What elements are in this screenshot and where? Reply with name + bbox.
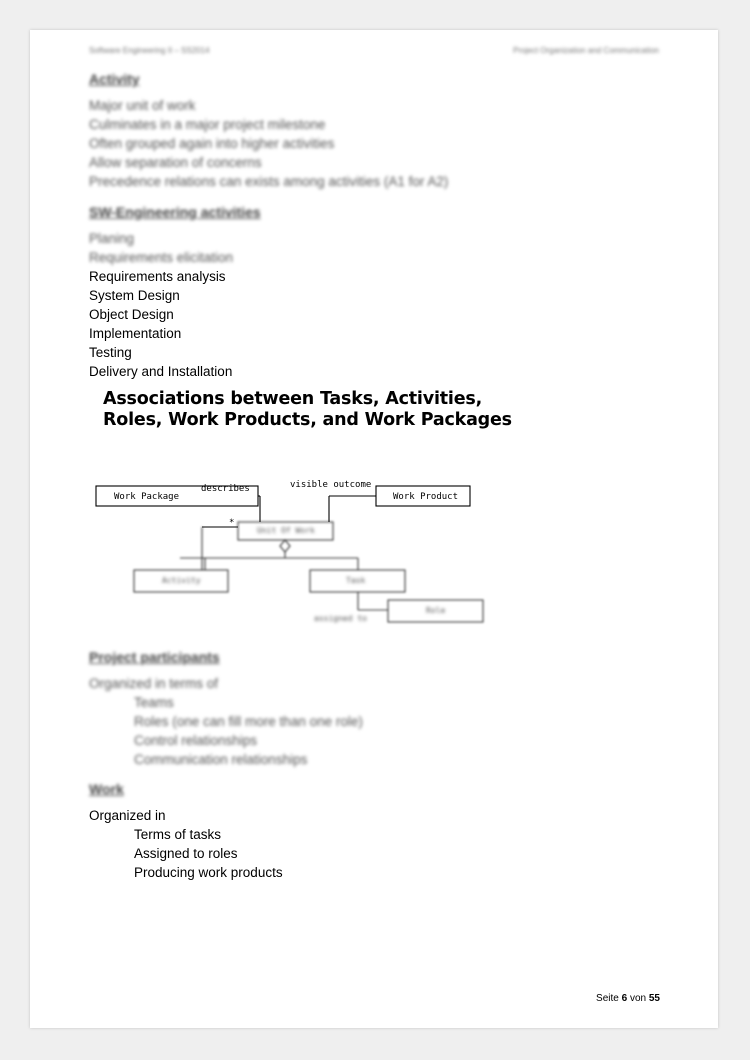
page-number-total: 55 bbox=[648, 993, 660, 1004]
describes-label: describes bbox=[201, 484, 250, 494]
participants-heading: Project participants bbox=[89, 649, 220, 665]
participants-list bbox=[89, 674, 363, 769]
work-item: Producing work products bbox=[134, 865, 283, 880]
participants-intro: Organized in terms of bbox=[89, 676, 219, 691]
header-right: Project Organization and Communication bbox=[513, 46, 659, 55]
work-product-label: Work Product bbox=[393, 492, 459, 502]
sw-activity-line: Implementation bbox=[89, 326, 182, 341]
sw-activity-line: Object Design bbox=[89, 307, 174, 322]
work-intro: Organized in bbox=[89, 808, 166, 823]
assigned-to-label: assigned to bbox=[314, 614, 367, 623]
page-number-prefix: Seite bbox=[596, 993, 619, 1004]
task-label: Task bbox=[346, 576, 366, 585]
activity-line: Precedence relations can exists among activities (A1 for A2) bbox=[89, 174, 449, 189]
sw-activity-line: Requirements elicitation bbox=[89, 250, 234, 265]
page-number bbox=[596, 993, 660, 1004]
sw-activity-line: System Design bbox=[89, 288, 180, 303]
participants-item: Control relationships bbox=[134, 733, 258, 748]
participants-item: Communication relationships bbox=[134, 752, 308, 767]
page-number-current: 6 bbox=[621, 993, 628, 1004]
sw-activity-line: Requirements analysis bbox=[89, 269, 226, 284]
uml-diagram bbox=[30, 30, 718, 650]
document-page bbox=[30, 30, 718, 1028]
work-heading: Work bbox=[89, 781, 124, 797]
diagram-title-line: Associations between Tasks, Activities, bbox=[103, 389, 483, 409]
activity-label: Activity bbox=[162, 576, 201, 585]
activity-line: Major unit of work bbox=[89, 98, 196, 113]
activity-line: Culminates in a major project milestone bbox=[89, 117, 326, 132]
sw-activity-line: Testing bbox=[89, 345, 132, 360]
unit-of-work-label: Unit Of Work bbox=[257, 526, 315, 535]
work-list bbox=[89, 806, 283, 882]
role-label: Role bbox=[426, 606, 446, 615]
activity-line: Often grouped again into higher activities bbox=[89, 136, 335, 151]
sw-activity-line: Planing bbox=[89, 231, 135, 246]
visible-outcome-label: visible outcome bbox=[290, 480, 372, 490]
activity-heading: Activity bbox=[89, 71, 140, 87]
header-left: Software Engineering II – SS2014 bbox=[89, 46, 210, 55]
multiplicity-label: * bbox=[229, 518, 235, 528]
work-item: Terms of tasks bbox=[134, 827, 222, 842]
work-package-label: Work Package bbox=[114, 492, 180, 502]
sw-activities-heading: SW-Engineering activities bbox=[89, 204, 261, 220]
sw-activity-line: Delivery and Installation bbox=[89, 364, 233, 379]
participants-item: Teams bbox=[134, 695, 174, 710]
activity-line: Allow separation of concerns bbox=[89, 155, 262, 170]
work-item: Assigned to roles bbox=[134, 846, 238, 861]
page-number-middle: von bbox=[629, 993, 647, 1004]
participants-item: Roles (one can fill more than one role) bbox=[134, 714, 363, 729]
diagram-title-line: Roles, Work Products, and Work Packages bbox=[103, 410, 512, 430]
